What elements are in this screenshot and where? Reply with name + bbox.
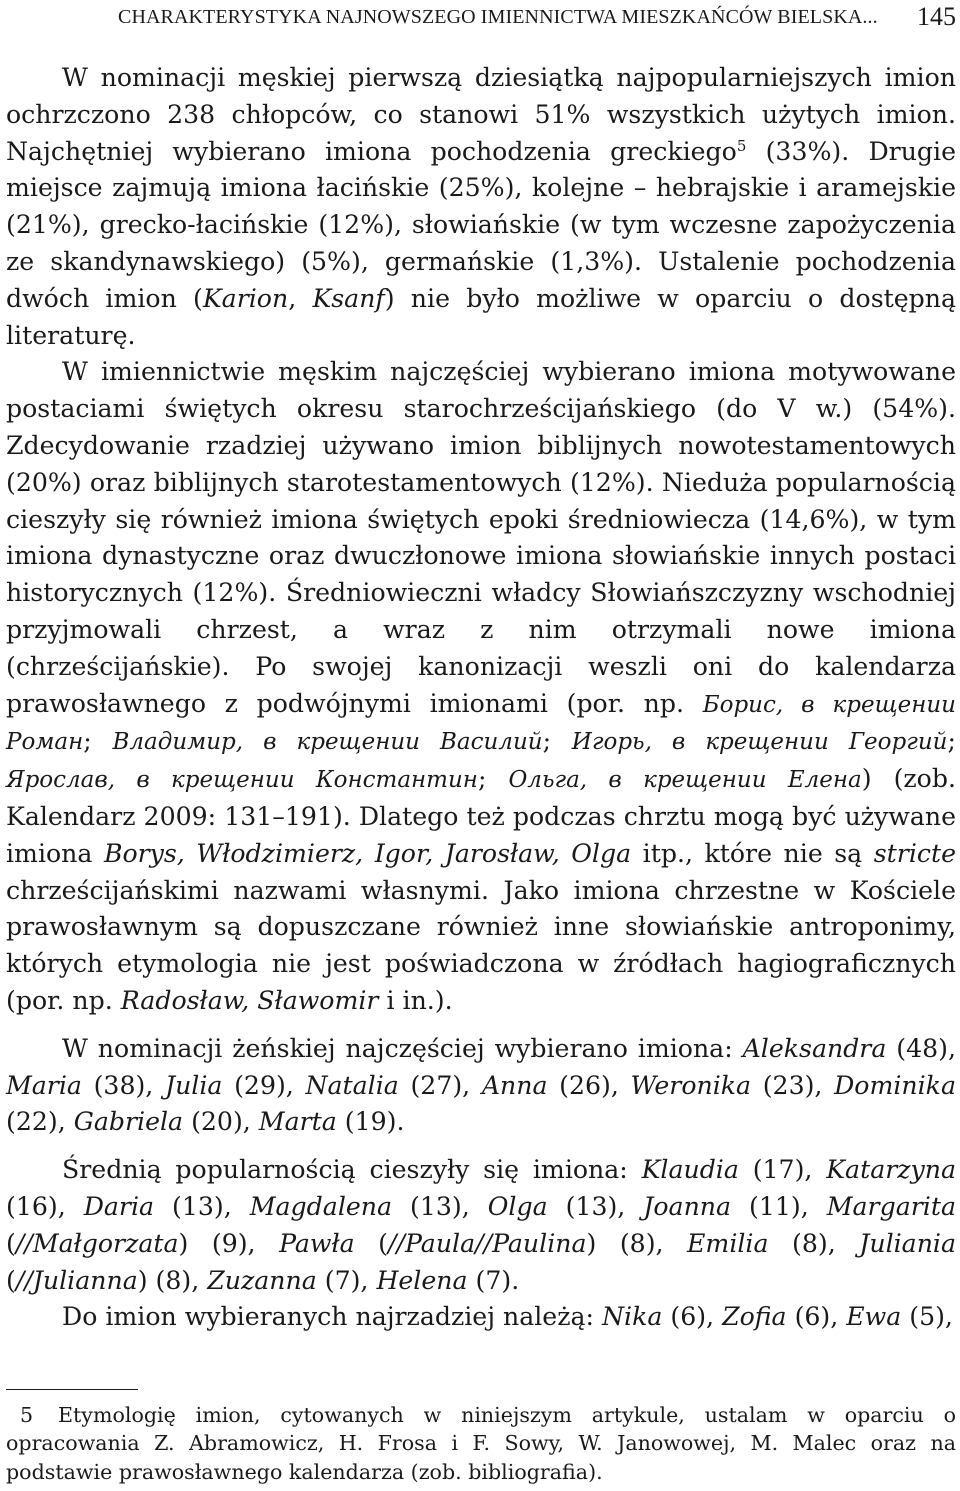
body-text: [6, 60, 956, 1336]
count: (26),: [547, 1070, 631, 1100]
count: (6),: [786, 1302, 847, 1332]
text-run: Średnią popularnością cieszyły się imiona:: [62, 1155, 642, 1185]
count: (11),: [731, 1191, 827, 1221]
name: Daria: [83, 1191, 155, 1221]
paragraph-female-top: [6, 1031, 956, 1141]
cyrillic-name: Ярослав, в крещении Константин: [6, 767, 478, 794]
name: Gabriela: [73, 1107, 184, 1137]
name: Weronika: [630, 1070, 752, 1100]
count: (13),: [392, 1191, 488, 1221]
cyrillic-name: Борис, в крещении Роман: [6, 691, 956, 756]
footnote-number: 5: [20, 1403, 34, 1427]
name: Klaudia: [641, 1155, 739, 1185]
name: Natalia: [305, 1070, 399, 1100]
count: (7),: [316, 1265, 377, 1295]
text-run: ;: [83, 726, 113, 756]
text-run: ;: [542, 726, 572, 756]
count: (48),: [886, 1033, 956, 1063]
count: ) (8),: [137, 1265, 208, 1295]
count: (13),: [154, 1191, 250, 1221]
count: (6),: [662, 1302, 723, 1332]
count: (16),: [6, 1191, 84, 1221]
italic-names: Radosław, Sławomir: [120, 985, 379, 1015]
italic-names: Borys, Włodzimierz, Igor, Jarosław, Olga: [103, 838, 632, 868]
text-run: ,: [288, 283, 313, 313]
text-run: W nominacji żeńskiej najczęściej wybierano imiona:: [62, 1033, 743, 1063]
count: (29),: [222, 1070, 306, 1100]
footnote-paragraph: [6, 1401, 956, 1486]
count: ) (8),: [586, 1228, 688, 1258]
name: Margarita: [826, 1191, 956, 1221]
count: (22),: [6, 1107, 74, 1137]
text-run: ;: [947, 726, 956, 756]
name: Olga: [487, 1191, 548, 1221]
footnote-reference: 5: [736, 136, 747, 155]
text-run: ) nie było możliwe w oparciu o dostępną literaturę.: [6, 283, 957, 350]
footnote-text: Etymologię imion, cytowanych w niniejszym artykule, ustalam w oparciu o opracowania Z. Abramowicz, H. Frosa i F. Sowy, W. Janowowej, M. Malec oraz na podstawie prawosławnego kalendarza (zob. bibliografia).: [6, 1403, 956, 1484]
name: Aleksandra: [742, 1033, 887, 1063]
text-run: Do imion wybieranych najrzadziej należą:: [62, 1302, 602, 1332]
paragraph-female-rare: [6, 1299, 956, 1336]
name: Juliania: [859, 1228, 956, 1258]
text-run: itp., które nie są: [631, 838, 874, 868]
count: (38),: [81, 1070, 165, 1100]
text-run: ) (zob. Kalendarz 2009: 131–191). Dlatego też podczas chrztu mogą być używane imiona: [6, 764, 956, 868]
name: Joanna: [643, 1191, 732, 1221]
name: Pawła: [279, 1228, 355, 1258]
cyrillic-name: Ольга, в крещении Елена: [508, 767, 862, 794]
name: Anna: [481, 1070, 548, 1100]
italic-term: stricte: [873, 838, 957, 868]
count: (: [354, 1228, 389, 1258]
name: Nika: [602, 1302, 663, 1332]
running-title: CHARAKTERYSTYKA NAJNOWSZEGO IMIENNICTWA MIESZKAŃCÓW BIELSKA...: [118, 6, 878, 28]
name: Julia: [164, 1070, 223, 1100]
page-number: 145: [917, 2, 956, 31]
text-run: (33%). Drugie miejsce zajmują imiona łacińskie (25%), kolejne – hebrajskie i aramejskie (21%), grecko-łacińskie (12%), słowiańskie (w tym wczesne zapożyczenia ze skandynawskiego) (5%), germańskie (1,3%). Ustalenie pochodzenia dwóch imion (: [6, 136, 956, 313]
name-ksanf: Ksanf: [312, 283, 385, 313]
count: (8),: [768, 1228, 860, 1258]
paragraph-male-motivation: [6, 354, 956, 1019]
count: (19).: [336, 1107, 405, 1137]
count: (7).: [467, 1265, 520, 1295]
cyrillic-name: Владимир, в крещении Василий: [112, 729, 543, 756]
text-run: ;: [477, 764, 509, 794]
name: //Małgorzata: [15, 1228, 179, 1258]
name: Katarzyna: [826, 1155, 956, 1185]
name: Dominika: [834, 1070, 956, 1100]
name: Ewa: [846, 1302, 902, 1332]
count: (5),: [901, 1302, 953, 1332]
footnote-separator: [6, 1389, 138, 1390]
cyrillic-name: Игорь, в крещении Георгий: [571, 729, 948, 756]
text-run: chrześcijańskimi nazwami własnymi. Jako imiona chrzestne w Kościele prawosławnym są dopuszczane również inne słowiańskie antroponimy, których etymologia nie jest poświadczona w źródłach hagiograficznych (por. np.: [6, 875, 956, 1015]
text-run: i in.).: [378, 985, 453, 1015]
name: //Paula//Paulina: [388, 1228, 587, 1258]
count: (20),: [183, 1107, 259, 1137]
name: Zofia: [722, 1302, 787, 1332]
paragraph-male-top-ten: [6, 60, 956, 354]
name: //Julianna: [15, 1265, 138, 1295]
count: (13),: [547, 1191, 644, 1221]
paragraph-female-medium: [6, 1152, 956, 1299]
name: Magdalena: [249, 1191, 393, 1221]
footnote: [6, 1401, 956, 1486]
count: (: [6, 1228, 16, 1258]
name: Zuzanna: [207, 1265, 317, 1295]
count: (27),: [398, 1070, 482, 1100]
count: (: [6, 1265, 16, 1295]
name: Marta: [258, 1107, 337, 1137]
name-karion: Karion: [202, 283, 289, 313]
count: ) (9),: [178, 1228, 280, 1258]
count: (23),: [751, 1070, 835, 1100]
name: Maria: [6, 1070, 82, 1100]
text-run: W imiennictwie męskim najczęściej wybierano imiona motywowane postaciami świętych okresu starochrześcijańskiego (do V w.) (54%). Zdecydowanie rzadziej używano imion biblijnych nowotestamentowych (20%) oraz biblijnych starotestamentowych (12%). Nieduża popularnością cieszyły się również imiona świętych epoki średniowiecza (14,6%), w tym imiona dynastyczne oraz dwuczłonowe imiona słowiańskie innych postaci historycznych (12%). Średniowieczni władcy Słowiańszczyzny wschodniej przyjmowali chrzest, a wraz z nim otrzymali nowe imiona (chrześcijańskie). Po swojej kanonizacji weszli oni do kalendarza prawosławnego z podwójnymi imionami (por. np.: [6, 357, 956, 718]
name: Emilia: [687, 1228, 769, 1258]
count: (17),: [738, 1155, 827, 1185]
name: Helena: [376, 1265, 468, 1295]
text-run: W nominacji męskiej pierwszą dziesiątką najpopularniejszych imion ochrzczono 238 chłopców, co stanowi 51% wszystkich użytych imion. Najchętniej wybierano imiona pochodzenia greckiego: [6, 63, 956, 166]
running-header: [118, 4, 956, 34]
